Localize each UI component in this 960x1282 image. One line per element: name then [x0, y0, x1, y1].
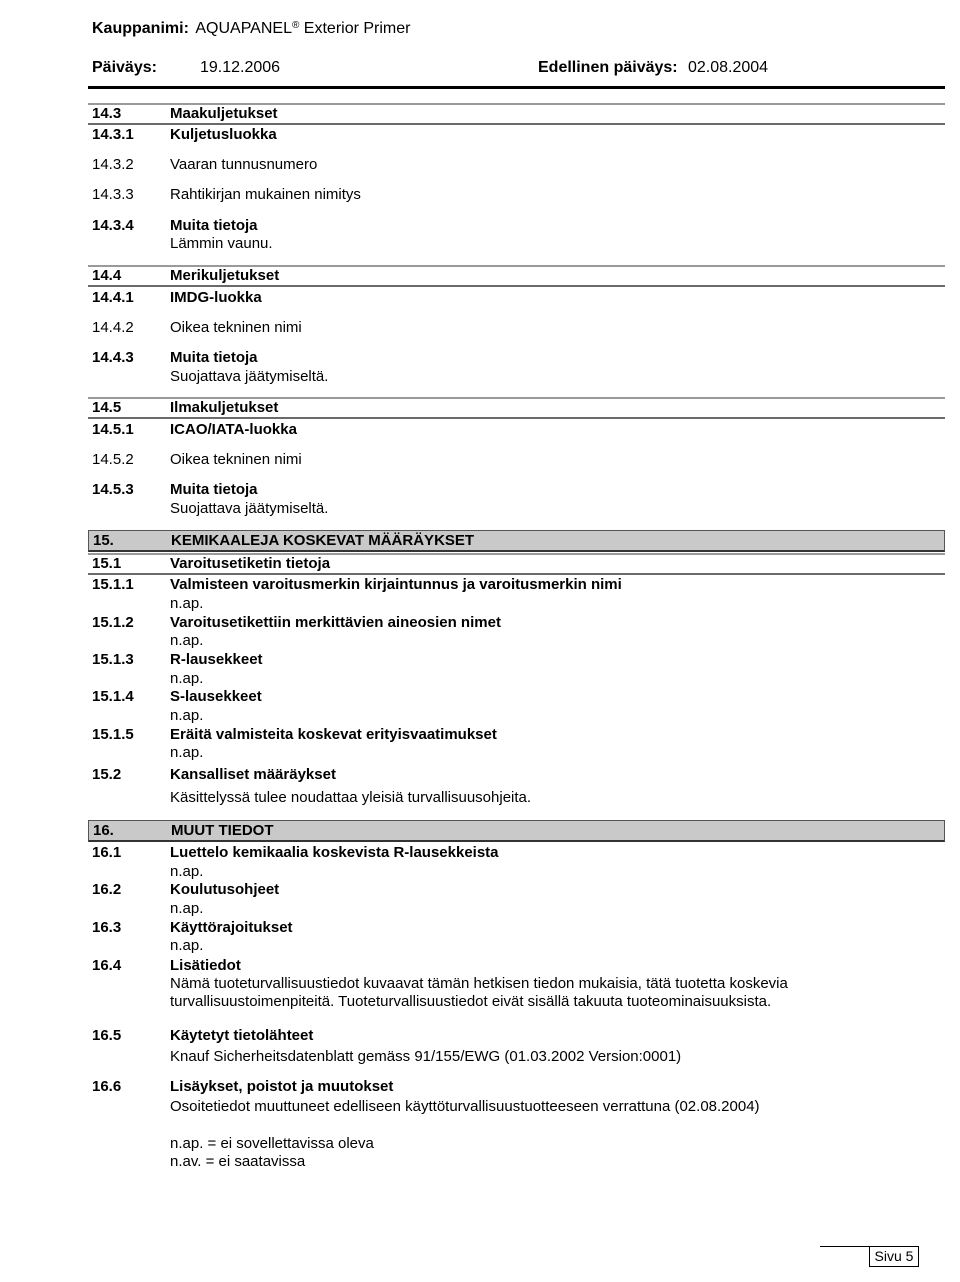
item-text: Osoitetiedot muuttuneet edelliseen käyttöturvallisuustuotteeseen verrattuna (02.08.2004) — [170, 1098, 760, 1115]
item-row — [92, 289, 262, 307]
trade-name-label: Kauppanimi: — [92, 20, 189, 37]
item-text: n.ap. — [170, 632, 204, 649]
item-row — [92, 217, 258, 235]
item-number: 15.2 — [92, 766, 122, 783]
item-text: Lämmin vaunu. — [170, 235, 273, 252]
item-number: 15.1.4 — [92, 688, 134, 705]
item-row — [92, 319, 302, 337]
item-title: IMDG-luokka — [170, 289, 262, 306]
section-number: 14.5 — [92, 399, 122, 416]
item-title: Lisätiedot — [170, 957, 241, 974]
item-row — [92, 957, 241, 975]
item-title: Muita tietoja — [170, 481, 258, 498]
item-text: n.ap. — [170, 744, 204, 761]
item-text: n.ap. — [170, 900, 204, 917]
section-title: KEMIKAALEJA KOSKEVAT MÄÄRÄYKSET — [171, 532, 475, 549]
section-number: 15. — [93, 532, 114, 549]
legend-line: n.ap. = ei sovellettavissa oleva — [170, 1135, 374, 1152]
item-number: 14.4.3 — [92, 349, 134, 366]
item-row — [92, 451, 302, 469]
section-title: Ilmakuljetukset — [170, 399, 279, 416]
item-number: 14.5.1 — [92, 421, 134, 438]
item-number: 14.3.3 — [92, 186, 134, 203]
item-row — [92, 481, 258, 499]
legend-line: n.av. = ei saatavissa — [170, 1153, 306, 1170]
page-number: Sivu 5 — [869, 1246, 919, 1267]
item-title: Oikea tekninen nimi — [170, 451, 302, 468]
item-title: Kuljetusluokka — [170, 126, 277, 143]
item-title: R-lausekkeet — [170, 651, 263, 668]
item-row — [92, 688, 262, 706]
item-title: Lisäykset, poistot ja muutokset — [170, 1078, 394, 1095]
item-number: 14.3.1 — [92, 126, 134, 143]
item-row — [92, 919, 293, 937]
section-heading-14-5 — [88, 397, 945, 419]
section-number: 14.3 — [92, 105, 122, 122]
item-row — [92, 421, 297, 439]
item-text: Käsittelyssä tulee noudattaa yleisiä turvallisuusohjeita. — [170, 789, 532, 806]
item-title: ICAO/IATA-luokka — [170, 421, 297, 438]
header-rule — [88, 86, 945, 89]
item-row — [92, 766, 336, 784]
item-text: n.ap. — [170, 595, 204, 612]
item-row — [92, 349, 258, 367]
item-number: 15.1.3 — [92, 651, 134, 668]
section-number: 16. — [93, 822, 114, 839]
date-label: Päiväys: — [92, 59, 157, 76]
item-title: Muita tietoja — [170, 349, 258, 366]
item-text: n.ap. — [170, 670, 204, 687]
item-title: Eräitä valmisteita koskevat erityisvaatimukset — [170, 726, 497, 743]
section-title: MUUT TIEDOT — [171, 822, 274, 839]
item-title: Valmisteen varoitusmerkin kirjaintunnus ja varoitusmerkin nimi — [170, 576, 622, 593]
item-text: Suojattava jäätymiseltä. — [170, 500, 329, 517]
section-number: 15.1 — [92, 555, 122, 572]
item-number: 14.3.4 — [92, 217, 134, 234]
item-text-line: turvallisuustoimenpiteitä. Tuoteturvallisuustiedot eivät sisällä takuuta tuoteominaisuuksista. — [170, 993, 772, 1010]
item-number: 16.2 — [92, 881, 122, 898]
section-title: Maakuljetukset — [170, 105, 278, 122]
item-number: 16.3 — [92, 919, 122, 936]
item-row — [92, 156, 317, 174]
item-title: Luettelo kemikaalia koskevista R-lausekkeista — [170, 844, 499, 861]
item-number: 14.3.2 — [92, 156, 134, 173]
item-row — [92, 186, 361, 204]
item-number: 16.5 — [92, 1027, 122, 1044]
item-title: Koulutusohjeet — [170, 881, 280, 898]
section-title: Merikuljetukset — [170, 267, 280, 284]
trade-name-line — [92, 19, 410, 39]
item-row — [92, 126, 277, 144]
item-number: 15.1.1 — [92, 576, 134, 593]
item-row — [92, 726, 497, 744]
item-number: 14.5.3 — [92, 481, 134, 498]
section-heading-16 — [88, 820, 945, 842]
item-number: 14.4.1 — [92, 289, 134, 306]
section-heading-14-3 — [88, 103, 945, 125]
section-heading-15 — [88, 530, 945, 552]
item-row — [92, 1027, 313, 1045]
item-title: Käytetyt tietolähteet — [170, 1027, 314, 1044]
item-number: 15.1.5 — [92, 726, 134, 743]
item-title: Kansalliset määräykset — [170, 766, 336, 783]
item-number: 16.6 — [92, 1078, 122, 1095]
item-row — [92, 1078, 393, 1096]
item-text-line: Nämä tuoteturvallisuustiedot kuvaavat tämän hetkisen tiedon mukaisia, tätä tuotetta koskevia — [170, 975, 788, 992]
item-number: 15.1.2 — [92, 614, 134, 631]
item-title: Rahtikirjan mukainen nimitys — [170, 186, 361, 203]
item-number: 16.1 — [92, 844, 122, 861]
product-name: AQUAPANEL — [195, 20, 292, 37]
item-row — [92, 844, 499, 862]
item-text: Knauf Sicherheitsdatenblatt gemäss 91/155/EWG (01.03.2002 Version:0001) — [170, 1048, 682, 1065]
section-number: 14.4 — [92, 267, 122, 284]
item-title: Käyttörajoitukset — [170, 919, 293, 936]
item-title: Muita tietoja — [170, 217, 258, 234]
item-title: Varoitusetikettiin merkittävien aineosien nimet — [170, 614, 501, 631]
item-text: n.ap. — [170, 707, 204, 724]
item-row — [92, 576, 622, 594]
date-value: 19.12.2006 — [200, 59, 281, 76]
item-row — [92, 881, 279, 899]
item-row — [92, 614, 501, 632]
item-title: Vaaran tunnusnumero — [170, 156, 318, 173]
footer-rule — [820, 1246, 870, 1247]
section-heading-14-4 — [88, 265, 945, 287]
item-number: 16.4 — [92, 957, 122, 974]
item-text: n.ap. — [170, 863, 204, 880]
item-number: 14.5.2 — [92, 451, 134, 468]
prev-date-label: Edellinen päiväys: — [538, 59, 678, 76]
section-title: Varoitusetiketin tietoja — [170, 555, 331, 572]
item-title: S-lausekkeet — [170, 688, 262, 705]
item-text: n.ap. — [170, 937, 204, 954]
item-title: Oikea tekninen nimi — [170, 319, 302, 336]
prev-date-value: 02.08.2004 — [688, 59, 769, 76]
item-text: Suojattava jäätymiseltä. — [170, 368, 329, 385]
registered-mark: ® — [291, 20, 300, 31]
section-heading-15-1 — [88, 553, 945, 575]
product-suffix: Exterior Primer — [303, 20, 411, 37]
item-row — [92, 651, 263, 669]
item-number: 14.4.2 — [92, 319, 134, 336]
